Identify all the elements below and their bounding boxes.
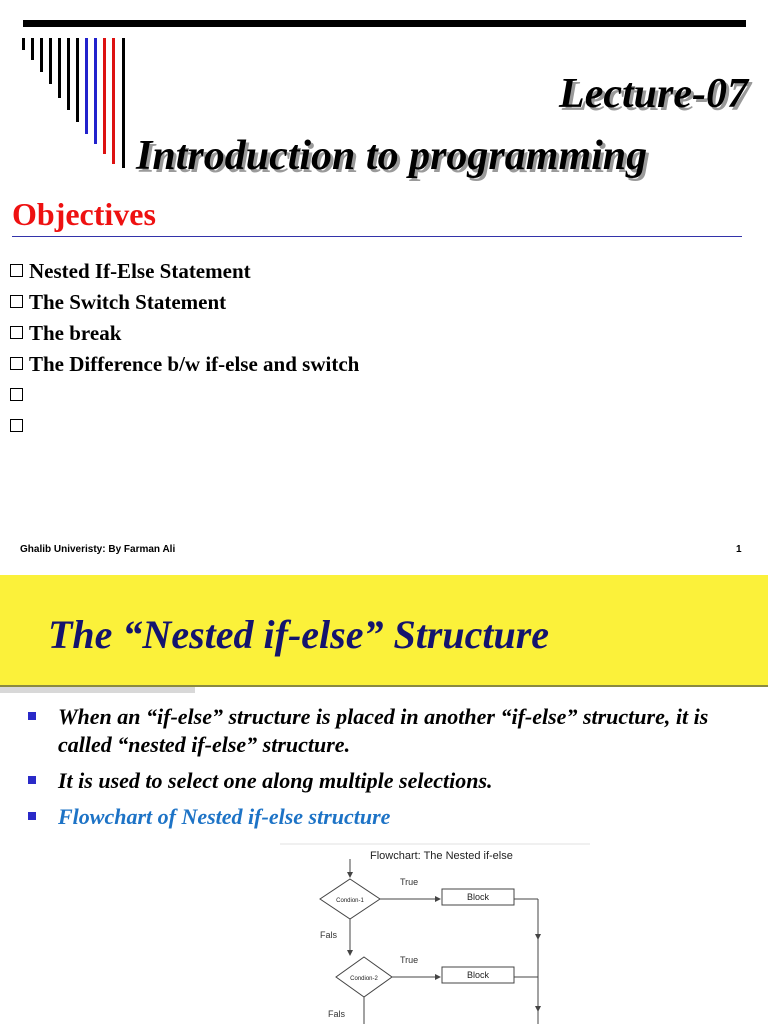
false-label-1: Fals <box>320 930 338 940</box>
true-label-1: True <box>400 877 419 887</box>
list-item <box>26 803 746 831</box>
flowchart <box>280 843 590 1024</box>
list-item-text: The break <box>29 321 122 345</box>
footer-author: Ghalib Univeristy: By Farman Ali <box>20 544 176 555</box>
content-list <box>26 703 746 839</box>
list-item <box>26 767 746 795</box>
square-bullet-icon <box>28 712 36 720</box>
checkbox-bullet-icon <box>10 419 25 434</box>
objectives-heading: Objectives <box>12 196 156 232</box>
list-item <box>10 256 359 287</box>
decorative-bars <box>22 38 132 168</box>
list-item-text: When an “if-else” structure is placed in another “if-else” structure, it is called “nested if-else” structure. <box>58 704 709 757</box>
slide-title: The “Nested if-else” Structure <box>48 612 550 657</box>
lecture-subject-title: Introduction to programming <box>136 133 648 179</box>
list-item <box>10 349 359 380</box>
condition-1-label: Condion-1 <box>336 898 364 904</box>
list-item <box>10 411 359 442</box>
objectives-list <box>10 256 359 442</box>
checkbox-bullet-icon <box>10 388 25 403</box>
list-item-text: Nested If-Else Statement <box>29 259 251 283</box>
square-bullet-icon <box>28 812 36 820</box>
lecture-number-title: Lecture-07 <box>559 71 748 117</box>
checkbox-bullet-icon <box>10 295 25 310</box>
checkbox-bullet-icon <box>10 264 25 279</box>
page-number: 1 <box>736 544 742 555</box>
list-item-text: The Switch Statement <box>29 290 227 314</box>
top-rule <box>23 20 746 27</box>
list-item <box>10 380 359 411</box>
list-item-text: Flowchart of Nested if-else structure <box>58 804 391 829</box>
checkbox-bullet-icon <box>10 357 25 372</box>
checkbox-bullet-icon <box>10 326 25 341</box>
list-item <box>10 318 359 349</box>
list-item-text: The Difference b/w if-else and switch <box>29 352 360 376</box>
title-banner <box>0 575 768 687</box>
true-label-2: True <box>400 955 419 965</box>
block-2-label: Block <box>466 970 490 980</box>
square-bullet-icon <box>28 776 36 784</box>
objectives-divider <box>12 236 742 237</box>
list-item-text: It is used to select one along multiple selections. <box>58 768 493 793</box>
banner-shadow <box>0 687 195 693</box>
slide-2 <box>0 575 768 1024</box>
flowchart-diagram <box>280 843 590 1024</box>
condition-2-label: Condion-2 <box>350 976 378 982</box>
block-1-label: Block <box>466 892 490 902</box>
flowchart-title: Flowchart: The Nested if-else <box>370 850 513 862</box>
list-item <box>10 287 359 318</box>
false-label-2: Fals <box>328 1009 346 1019</box>
list-item <box>26 703 746 759</box>
